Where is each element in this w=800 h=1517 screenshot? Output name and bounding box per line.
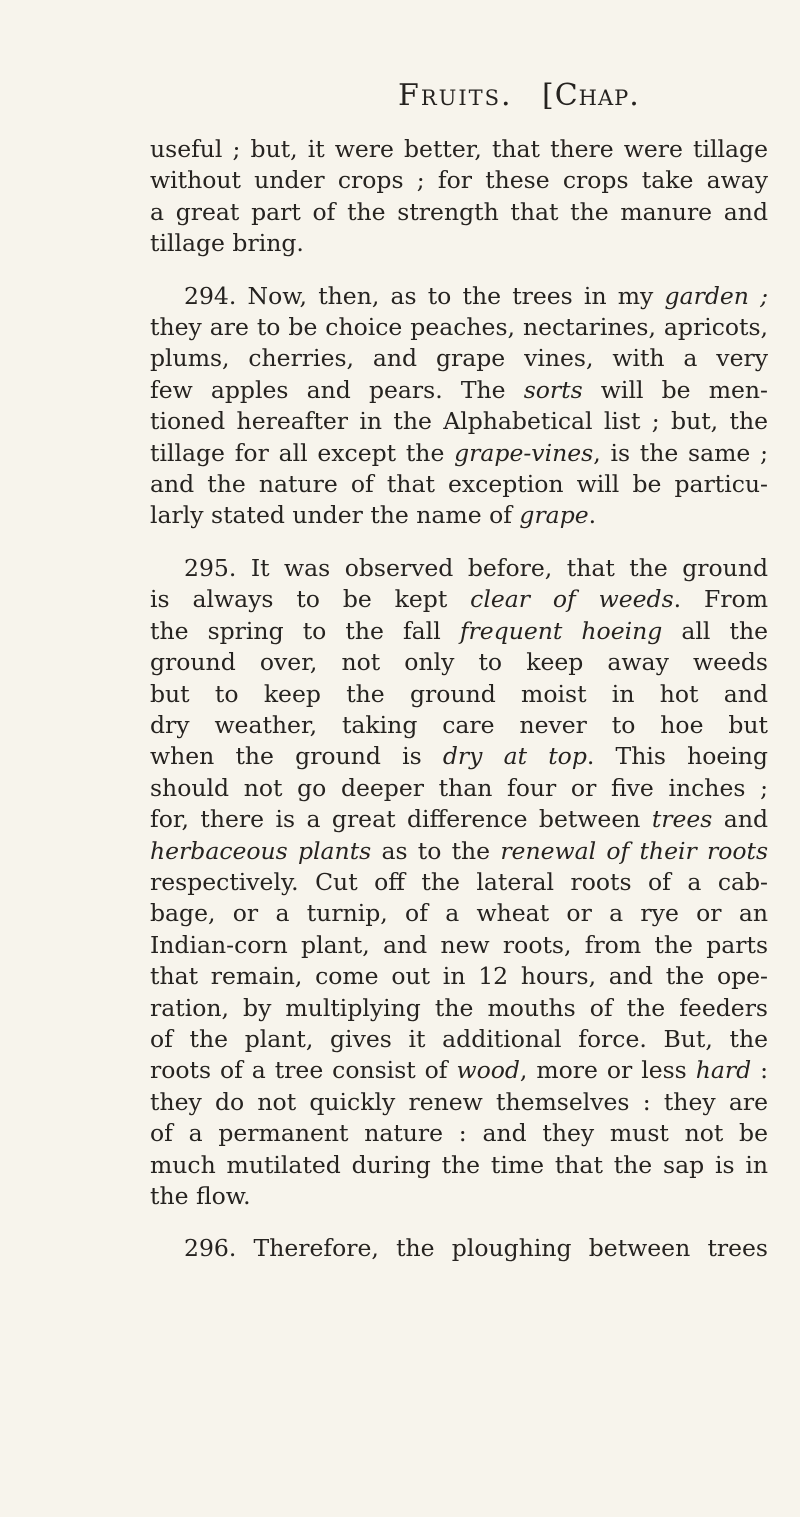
text-line: plums, cherries, and grape vines, with a very	[150, 344, 768, 373]
running-head	[0, 78, 800, 118]
running-head-chapter: [Chap.	[542, 78, 640, 113]
text-line: ground over, not only to keep away weeds	[150, 648, 768, 677]
text-line: they are to be choice peaches, nectarines, apricots,	[150, 313, 768, 342]
text-line: larly stated under the name of grape.	[150, 501, 597, 530]
text-line: the spring to the fall frequent hoeing all the	[150, 616, 769, 645]
text-line: tillage for all except the grape-vines, is the same ;	[150, 438, 768, 467]
text-line: Indian-corn plant, and new roots, from the parts	[150, 930, 768, 959]
text-line: when the ground is dry at top. This hoeing	[150, 742, 768, 771]
text-line: tioned hereafter in the Alphabetical list ; but, the	[150, 407, 768, 436]
text-line: much mutilated during the time that the sap is in	[150, 1150, 768, 1179]
text-line: they do not quickly renew themselves : they are	[150, 1087, 768, 1116]
text-line: a great part of the strength that the manure and	[150, 197, 768, 226]
text-line: is always to be kept clear of weeds. From	[150, 585, 768, 614]
text-line: ration, by multiplying the mouths of the feeders	[150, 993, 768, 1022]
running-head-title: Fruits.	[398, 78, 513, 113]
paragraph-296-start: 296. Therefore, the ploughing between trees	[184, 1234, 768, 1263]
text-line: without under crops ; for these crops take away	[150, 166, 768, 195]
text-line: useful ; but, it were better, that there were tillage	[150, 135, 768, 163]
text-line: the flow.	[150, 1182, 251, 1210]
text-line: for, there is a great difference between trees and	[150, 805, 768, 834]
text-line: few apples and pears. The sorts will be men-	[150, 375, 768, 404]
text-line: roots of a tree consist of wood, more or less hard :	[150, 1056, 768, 1085]
body-text	[150, 134, 768, 1265]
paragraph-295-start: 295. It was observed before, that the ground	[184, 553, 768, 582]
text-line: herbaceous plants as to the renewal of their roots	[150, 836, 768, 865]
text-line: that remain, come out in 12 hours, and the ope-	[150, 962, 768, 991]
text-line: should not go deeper than four or five inches ;	[150, 773, 768, 802]
text-line: respectively. Cut off the lateral roots of a cab-	[150, 867, 768, 896]
text-line: tillage bring.	[150, 229, 304, 258]
text-line: and the nature of that exception will be particu-	[150, 470, 768, 499]
text-line: of the plant, gives it additional force. But, the	[150, 1024, 768, 1053]
text-line: bage, or a turnip, of a wheat or a rye or an	[150, 899, 768, 928]
text-line: but to keep the ground moist in hot and	[150, 679, 768, 708]
text-line: dry weather, taking care never to hoe but	[150, 710, 768, 739]
paragraph-294-start: 294. Now, then, as to the trees in my garden ;	[184, 281, 769, 310]
text-line: of a permanent nature : and they must not be	[150, 1119, 768, 1148]
